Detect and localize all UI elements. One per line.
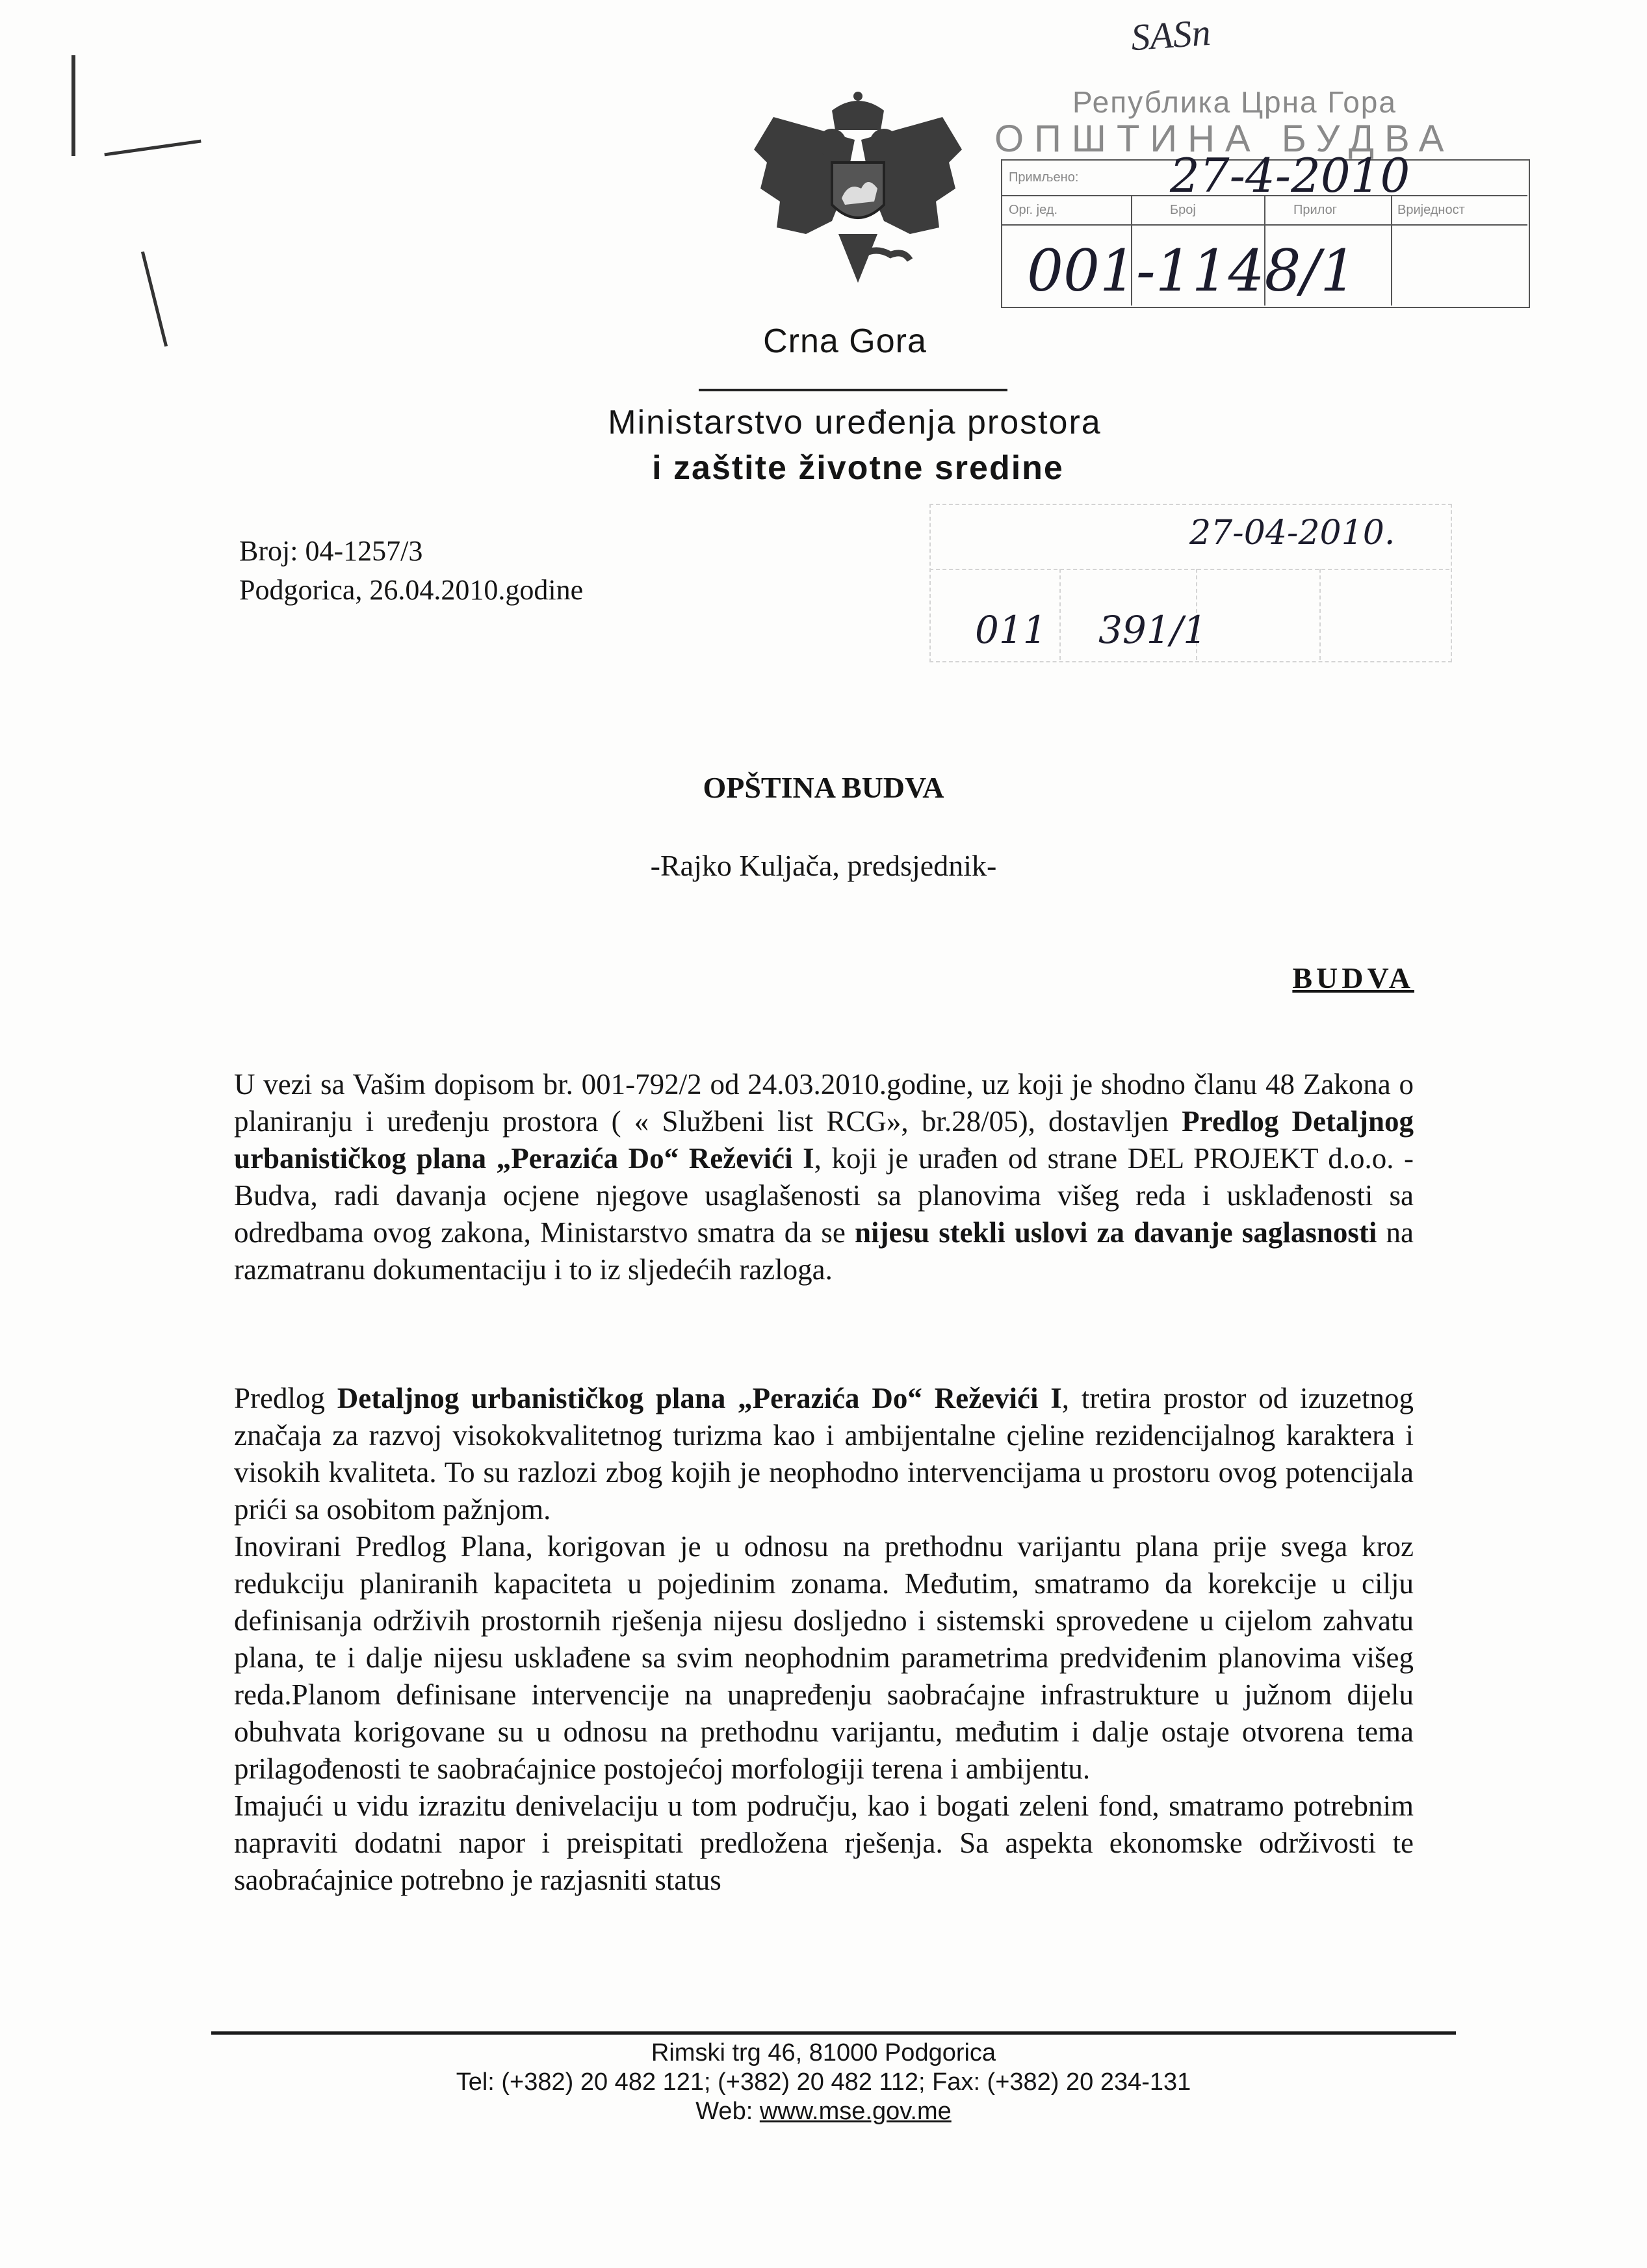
stamp-label-value: Вриједност bbox=[1397, 203, 1465, 217]
p2-text-2: , tretira prostor od izuzetnog značaja za razvoj visokokvalitetnog turizma kao i ambijentalne cjeline rezidencijalnog karaktera i visokih kvaliteta. To su razlozi zbog kojih je neophodno intervencijama u prostoru ovog potencijala prići sa osobitom pažnjom. bbox=[234, 1382, 1414, 1526]
recipient-person: -Rajko Kuljača, predsjednik- bbox=[650, 849, 997, 882]
reference-number: Broj: 04-1257/3 bbox=[239, 535, 423, 567]
footer-phones: Tel: (+382) 20 482 121; (+382) 20 482 112; Fax: (+382) 20 234-131 bbox=[456, 2068, 1191, 2096]
p1-text-1: U vezi sa Vašim dopisom br. 001-792/2 od 24.03.2010.godine, uz koji je shodno članu 48 Zakona o planiranju i uređenju prostora ( « Službeni list RCG», br.28/05), dostavljen bbox=[234, 1068, 1414, 1138]
p2-text-3: Inovirani Predlog Plana, korigovan je u odnosu na prethodnu varijantu plana prije svega kroz redukciju planiranih kapaciteta u pojedinim zonama. Međutim, smatramo da korekcije u cilju definisanja održivih prostornih rješenja nijesu dosljedno i sistemski sprovedene u cijelom zahvatu plana, te i dalje nijesu usklađene sa svim neophodnim parametrima predviđenim planovima višeg reda.Planom definisane intervencije na unapređenju saobraćajne infrastrukture u južnom dijelu obuhvata korigovane su u odnosu na prethodnu varijantu, međutim i dalje ostaje otvorena tema prilagođenosti te saobraćajnice postojećoj morfologiji terena i ambijentu. bbox=[234, 1530, 1414, 1785]
stamp-handwritten-code: SASn bbox=[1129, 10, 1212, 59]
recipient: OPŠTINA BUDVA bbox=[703, 771, 944, 804]
faded-stamp-number: 391/1 bbox=[1098, 608, 1208, 652]
stamp-label-org-unit: Орг. јед. bbox=[1009, 203, 1057, 217]
scan-mark-diagonal bbox=[104, 140, 201, 157]
p2-text-4: Imajući u vidu izrazitu denivelaciju u tom području, kao i bogati zeleni fond, smatramo potrebnim napraviti dodatni napor i preispitati predložena rješenja. Sa aspekta ekonomske održivosti te saobraćajnice potrebno je razjasniti status bbox=[234, 1790, 1414, 1896]
stamp-registry-number: 001-1148/1 bbox=[1027, 237, 1357, 304]
stamp-label-attachment: Прилог bbox=[1293, 203, 1337, 217]
footer-web-link[interactable]: www.mse.gov.me bbox=[759, 2098, 952, 2125]
body-paragraph-1 bbox=[234, 1066, 1414, 1288]
coat-of-arms-emblem bbox=[734, 91, 981, 286]
stamp-received-date: 27-4-2010 bbox=[1170, 148, 1410, 203]
footer-divider bbox=[211, 2031, 1456, 2035]
p2-text-1: Predlog bbox=[234, 1382, 337, 1414]
stamp-label-received: Примљено: bbox=[1009, 170, 1079, 185]
stamp-label-number: Број bbox=[1170, 203, 1196, 217]
country-name: Crna Gora bbox=[763, 322, 927, 360]
footer-address: Rimski trg 46, 81000 Podgorica bbox=[651, 2039, 996, 2066]
stamp-republic-line: Република Црна Гора bbox=[1072, 85, 1397, 119]
p1-text-2: , koji je urađen od strane DEL PROJEKT d.o.o. - Budva, radi davanja ocjene njegove usaglašenosti sa planovima višeg reda i usklađenosti sa odredbama ovog zakona, Ministarstvo smatra da se bbox=[234, 1142, 1414, 1249]
footer-web-label: Web: bbox=[695, 2098, 760, 2125]
p1-bold-conclusion: nijesu stekli uslovi za davanje saglasnosti bbox=[855, 1216, 1377, 1249]
scan-mark-vertical-2 bbox=[141, 252, 168, 347]
ministry-name-line2: i zaštite životne sredine bbox=[652, 449, 1064, 487]
stamp-municipality-line: ОПШТИНА БУДВА bbox=[994, 118, 1455, 160]
p2-bold-plan-name: Detaljnog urbanističkog plana „Perazića Do“ Reževići I bbox=[337, 1382, 1062, 1414]
header-divider bbox=[699, 389, 1007, 391]
recipient-city: BUDVA bbox=[1292, 961, 1414, 995]
faded-stamp-org: 011 bbox=[975, 608, 1047, 652]
ministry-name-line1: Ministarstvo uređenja prostora bbox=[608, 404, 1102, 441]
body-paragraph-2 bbox=[234, 1380, 1414, 1899]
p1-text-3: na razmatranu dokumentaciju i to iz sljedećih razloga. bbox=[234, 1216, 1414, 1286]
place-and-date: Podgorica, 26.04.2010.godine bbox=[239, 574, 584, 606]
p1-bold-plan-name: Predlog Detaljnog urbanističkog plana „Perazića Do“ Reževići I bbox=[234, 1105, 1414, 1175]
footer-web bbox=[0, 2098, 1647, 2126]
scan-mark-vertical-1 bbox=[71, 55, 75, 156]
faded-stamp-date: 27-04-2010. bbox=[1189, 514, 1395, 553]
